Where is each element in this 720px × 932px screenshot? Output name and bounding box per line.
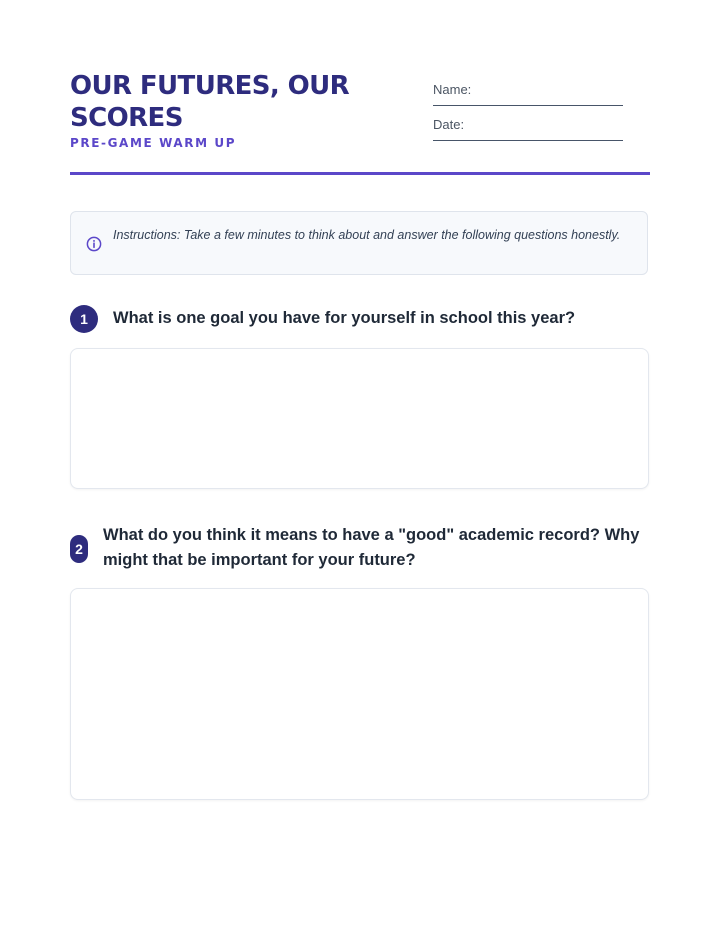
- instructions-box: [70, 211, 648, 275]
- question-text: What is one goal you have for yourself in school this year?: [113, 309, 576, 327]
- header-divider: [70, 172, 650, 175]
- worksheet-title: OUR FUTURES, OUR SCORES: [70, 71, 350, 133]
- answer-box[interactable]: [70, 588, 649, 800]
- question-number-badge: 1: [70, 305, 98, 333]
- worksheet-subtitle: PRE-GAME WARM UP: [70, 136, 237, 150]
- name-field: [433, 82, 623, 106]
- instructions-text: Instructions: Take a few minutes to think about and answer the following questions honestly.: [113, 228, 621, 242]
- date-field: [433, 117, 623, 141]
- info-icon: [86, 236, 102, 252]
- name-line: [433, 105, 623, 106]
- question-number-badge: 2: [70, 535, 88, 563]
- answer-box[interactable]: [70, 348, 649, 489]
- date-label: Date:: [433, 117, 465, 132]
- date-line: [433, 140, 623, 141]
- question-text: What do you think it means to have a "good" academic record? Why might that be important for your future?: [103, 526, 640, 569]
- name-label: Name:: [433, 82, 472, 97]
